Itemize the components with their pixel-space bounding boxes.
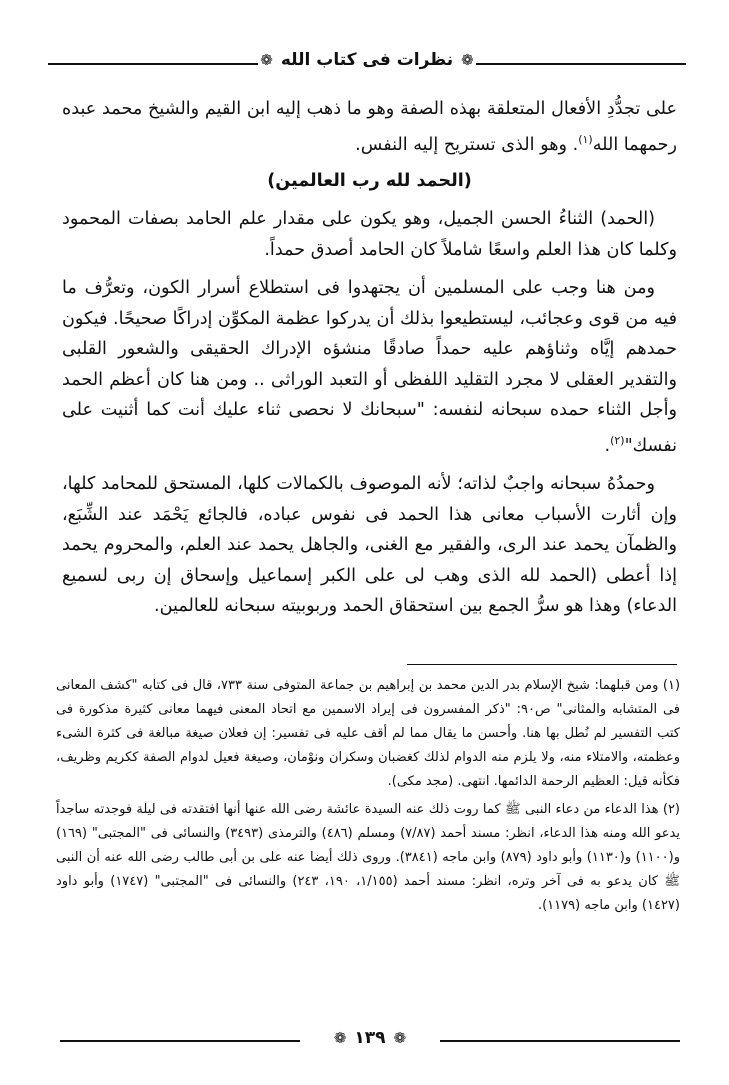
paragraph-4: وحمدُهُ سبحانه واجبٌ لذاته؛ لأنه الموصوف بالكمالات كلها، المستحق للمحامد كلها، وإن أثارت الأسباب معانى هذا الحمد فى نفوس عباده، فالجائع يَحْمَد عند الشِّبَع، والظمآن يحمد عند الرى، والفقير مع الغنى، والجاهل يحمد عند العلم، والمحروم يحمد إذا أعطى (الحمد لله الذى وهب لى على الكبر إسماعيل وإسحاق إن ربى لسميع الدعاء) وهذا هو سرُّ الجمع بين استحقاق الحمد وربوبيته سبحانه للعالمين. bbox=[62, 474, 677, 617]
paragraph-2: (الحمد) الثناءُ الحسن الجميل، وهو يكون على مقدار علم الحامد بصفات المحمود وكلما كان هذا العلم واسعًا شاملاً كان الحامد أصدق حمداً. bbox=[62, 209, 677, 260]
footnote-1: (١) ومن قبلهما: شيخ الإسلام بدر الدين محمد بن إبراهيم بن جماعة المتوفى سنة ٧٣٣، قال فى كتابه "كشف المعانى فى المتشابه والمثانى" ص٩٠: "ذكر المفسرون فى إيراد الاسمين مع اتحاد المعنى فيهما معانى كثيرة مذكورة فى كتب التفسير لم نُطل بها هنا. وأحسن ما يقال مما لم أقف عليه فى تفسير: إن فعلان صيغة مبالغة فى كثرة الشىء وعظمته، والامتلاء منه، ولا يلزم منه الدوام لذلك كغضبان وسكران ونوْمان، وصيغة فعيل لدوام الصفة ككريم وظريف، فكأنه قيل: العظيم الرحمة الدائمها. انتهى. (مجد مكى). bbox=[56, 678, 681, 789]
running-header bbox=[48, 50, 686, 76]
paragraph-1-tail: . وهو الذى تستريح إليه النفس. bbox=[355, 134, 579, 155]
paragraph-3-text: ومن هنا وجب على المسلمين أن يجتهدوا فى استطلاع أسرار الكون، وتعرُّف ما فيه من قوى وعجائب، ليستطيعوا بذلك أن يدركوا عظمة المكوِّن إدراكًا صحيحًا. فيكون حمدهم إيَّاه وثناؤهم عليه حمداً صادقًا منشؤه الإدراك الحقيقى والشعور القلبى والتقدير العقلى لا مجرد التقليد اللفظى أو التعبد الوراثى .. ومن هنا كان أعظم الحمد وأجل الثناء حمده سبحانه لنفسه: "سبحانك لا نحصى ثناء عليك أنت كما أثنيت على نفسك" bbox=[62, 278, 677, 456]
page-number: ١٣٩ bbox=[354, 1028, 386, 1048]
flower-ornament-icon: ❁ bbox=[260, 50, 273, 69]
footer-rule-left bbox=[60, 1040, 300, 1042]
header-title-group bbox=[260, 50, 473, 70]
header-rule-right bbox=[476, 63, 686, 65]
footnote-2: (٢) هذا الدعاء من دعاء النبى ﷺ كما روت ذلك عنه السيدة عائشة رضى الله عنها أنها افتقدته فى ليلة فوجدته ساجداً يدعو الله ومنه هذا الدعاء، انظر: مسند أحمد (٧/٨٧) ومسلم (٤٨٦) والترمذى (٣٤٩٣) والنسائى فى "المجتبى" (١٦٩) و(١١٠٠) و(١١٣٠) وأبو داود (٨٧٩) وابن ماجه (٣٨٤١). وروى ذلك أيضا عنه على بن أبى طالب رضى الله عنه أن النبى ﷺ كان يدعو به فى آخر وتره، انظر: مسند أحمد (١/١٥٥، ١٩٠، ٢٤٣) والنسائى فى "المجتبى" (١٧٤٧) وأبو داود (١٤٢٧) وابن ماجه (١١٧٩). bbox=[56, 802, 680, 913]
footer-rule-right bbox=[440, 1040, 680, 1042]
footnotes bbox=[56, 674, 680, 922]
header-title: نظرات فى كتاب الله bbox=[280, 50, 454, 70]
footnote-ref-2: (٢) bbox=[610, 433, 625, 447]
footnote-separator bbox=[407, 664, 677, 665]
section-title: (الحمد لله رب العالمين) bbox=[267, 170, 472, 191]
flower-ornament-icon: ❁ bbox=[333, 1028, 347, 1047]
paragraph-1 bbox=[62, 94, 677, 160]
page-number-group bbox=[334, 1028, 406, 1048]
paragraph-1-text: على تجدُّدِ الأفعال المتعلقة بهذه الصفة وهو ما ذهب إليه ابن القيم والشيخ محمد عبده رحمهما الله bbox=[62, 99, 677, 155]
main-text bbox=[62, 94, 677, 622]
flower-ornament-icon: ❁ bbox=[393, 1028, 407, 1047]
footnote-ref-1: (١) bbox=[578, 132, 593, 146]
header-rule-left bbox=[48, 63, 258, 65]
flower-ornament-icon: ❁ bbox=[461, 50, 474, 69]
page-footer bbox=[60, 1028, 680, 1052]
paragraph-3-tail: . bbox=[604, 435, 611, 456]
paragraph-3 bbox=[62, 273, 677, 461]
